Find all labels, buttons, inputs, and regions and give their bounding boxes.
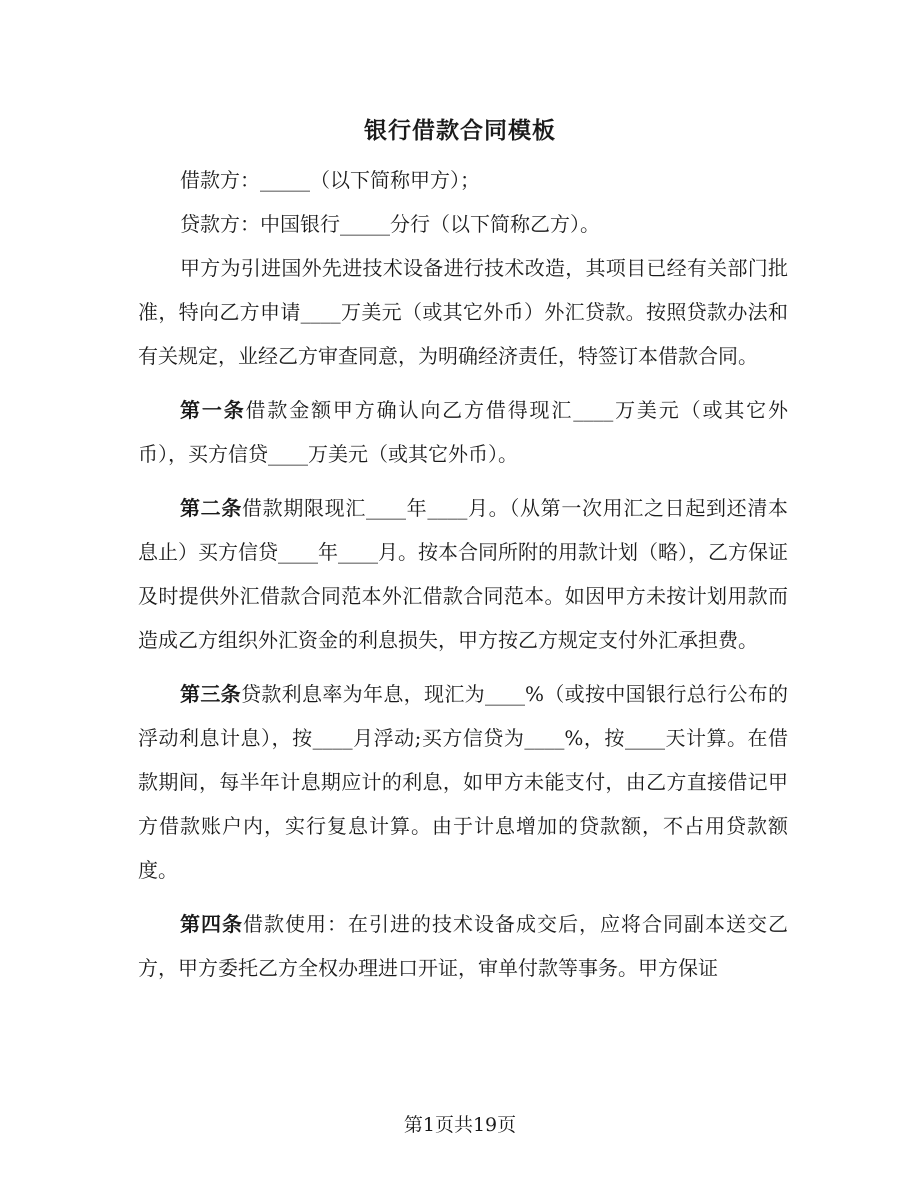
article-3-heading: 第三条 [180, 682, 241, 706]
article-4 [138, 902, 788, 990]
article-1-heading: 第一条 [180, 398, 246, 422]
page-number-footer: 第1页共19页 [403, 1114, 517, 1136]
document-body [138, 158, 788, 990]
lender-line: 贷款方：中国银行_____分行（以下简称乙方）。 [180, 212, 600, 236]
preamble-paragraph: 甲方为引进国外先进技术设备进行技术改造，其项目已经有关部门批准，特向乙方申请____万美元（或其它外币）外汇贷款。按照贷款办法和有关规定，业经乙方审查同意，为明确经济责任，特签订本借款合同。 [138, 256, 788, 368]
article-3 [138, 672, 788, 892]
article-2-heading: 第二条 [180, 496, 242, 520]
article-4-heading: 第四条 [180, 912, 243, 936]
article-1 [138, 388, 788, 476]
borrower-line: 借款方：_____（以下简称甲方）； [180, 168, 480, 192]
article-4-text: 借款使用：在引进的技术设备成交后，应将合同副本送交乙方，甲方委托乙方全权办理进口开证，审单付款等事务。甲方保证 [138, 912, 788, 980]
article-3-text: 贷款利息率为年息，现汇为____%（或按中国银行总行公布的浮动利息计息），按____月浮动;买方信贷为____%，按____天计算。在借款期间，每半年计息期应计的利息，如甲方未能支付，由乙方直接借记甲方借款账户内，实行复息计算。由于计息增加的贷款额，不占用贷款额度。 [138, 682, 788, 882]
document-title: 银行借款合同模板 [364, 117, 556, 144]
article-2-text: 借款期限现汇____年____月。（从第一次用汇之日起到还清本息止）买方信贷____年____月。按本合同所附的用款计划（略），乙方保证及时提供外汇借款合同范本外汇借款合同范本。如因甲方未按计划用款而造成乙方组织外汇资金的利息损失，甲方按乙方规定支付外汇承担费。 [138, 496, 788, 652]
article-1-text: 借款金额甲方确认向乙方借得现汇____万美元（或其它外币），买方信贷____万美元（或其它外币）。 [138, 398, 789, 466]
article-2 [138, 486, 788, 662]
